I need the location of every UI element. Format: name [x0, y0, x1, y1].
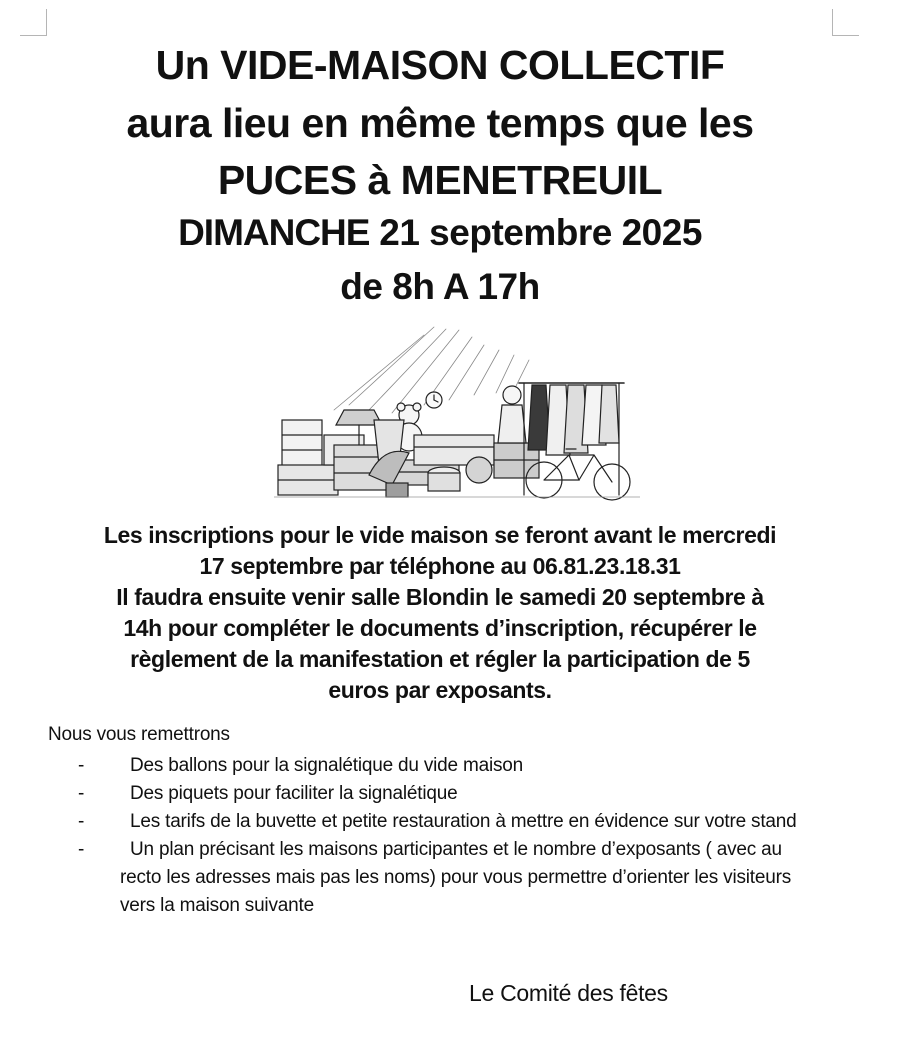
flea-market-sketch-icon	[274, 325, 640, 505]
list-dash: -	[78, 783, 85, 804]
title-line-3: PUCES à MENETREUIL	[217, 157, 663, 203]
info-line-6: euros par exposants.	[328, 677, 552, 703]
provided-items-list	[78, 752, 818, 920]
list-intro: Nous vous remettrons	[48, 724, 230, 745]
event-date-text: 21 septembre 2025	[379, 212, 702, 253]
event-hours: de 8h A 17h	[340, 266, 540, 307]
list-item	[78, 752, 818, 780]
list-item	[78, 836, 818, 920]
signature: Le Comité des fêtes	[469, 980, 668, 1006]
list-item	[78, 780, 818, 808]
list-dash: -	[78, 755, 85, 776]
list-item-text: Un plan précisant les maisons participantes et le nombre d’exposants ( avec au recto les adresses mais pas les noms) pour vous permettre d’orienter les visiteurs vers la maison suivante	[120, 839, 792, 916]
list-item	[78, 808, 818, 836]
info-line-5: règlement de la manifestation et régler la participation de 5	[130, 646, 750, 672]
event-day: DIMANCHE	[178, 212, 370, 253]
title-line-1: Un VIDE-MAISON COLLECTIF	[155, 42, 725, 88]
event-date	[0, 212, 880, 254]
list-item-text: Les tarifs de la buvette et petite restauration à mettre en évidence sur votre stand	[130, 811, 797, 832]
title-line-2: aura lieu en même temps que les	[126, 100, 754, 146]
info-line-1: Les inscriptions pour le vide maison se feront avant le mercredi	[103, 522, 777, 548]
page-corner-mark-right	[832, 9, 859, 36]
list-item-text: Des piquets pour faciliter la signalétique	[130, 783, 458, 804]
info-line-3: Il faudra ensuite venir salle Blondin le samedi 20 septembre à	[116, 584, 764, 610]
info-line-4: 14h pour compléter le documents d’inscription, récupérer le	[123, 615, 757, 641]
list-dash: -	[78, 839, 85, 860]
page-corner-mark-left	[20, 9, 47, 36]
list-dash: -	[78, 811, 85, 832]
list-item-text: Des ballons pour la signalétique du vide maison	[130, 755, 524, 776]
info-line-2: 17 septembre par téléphone au 06.81.23.18.31	[199, 553, 681, 579]
registration-info	[40, 520, 840, 706]
